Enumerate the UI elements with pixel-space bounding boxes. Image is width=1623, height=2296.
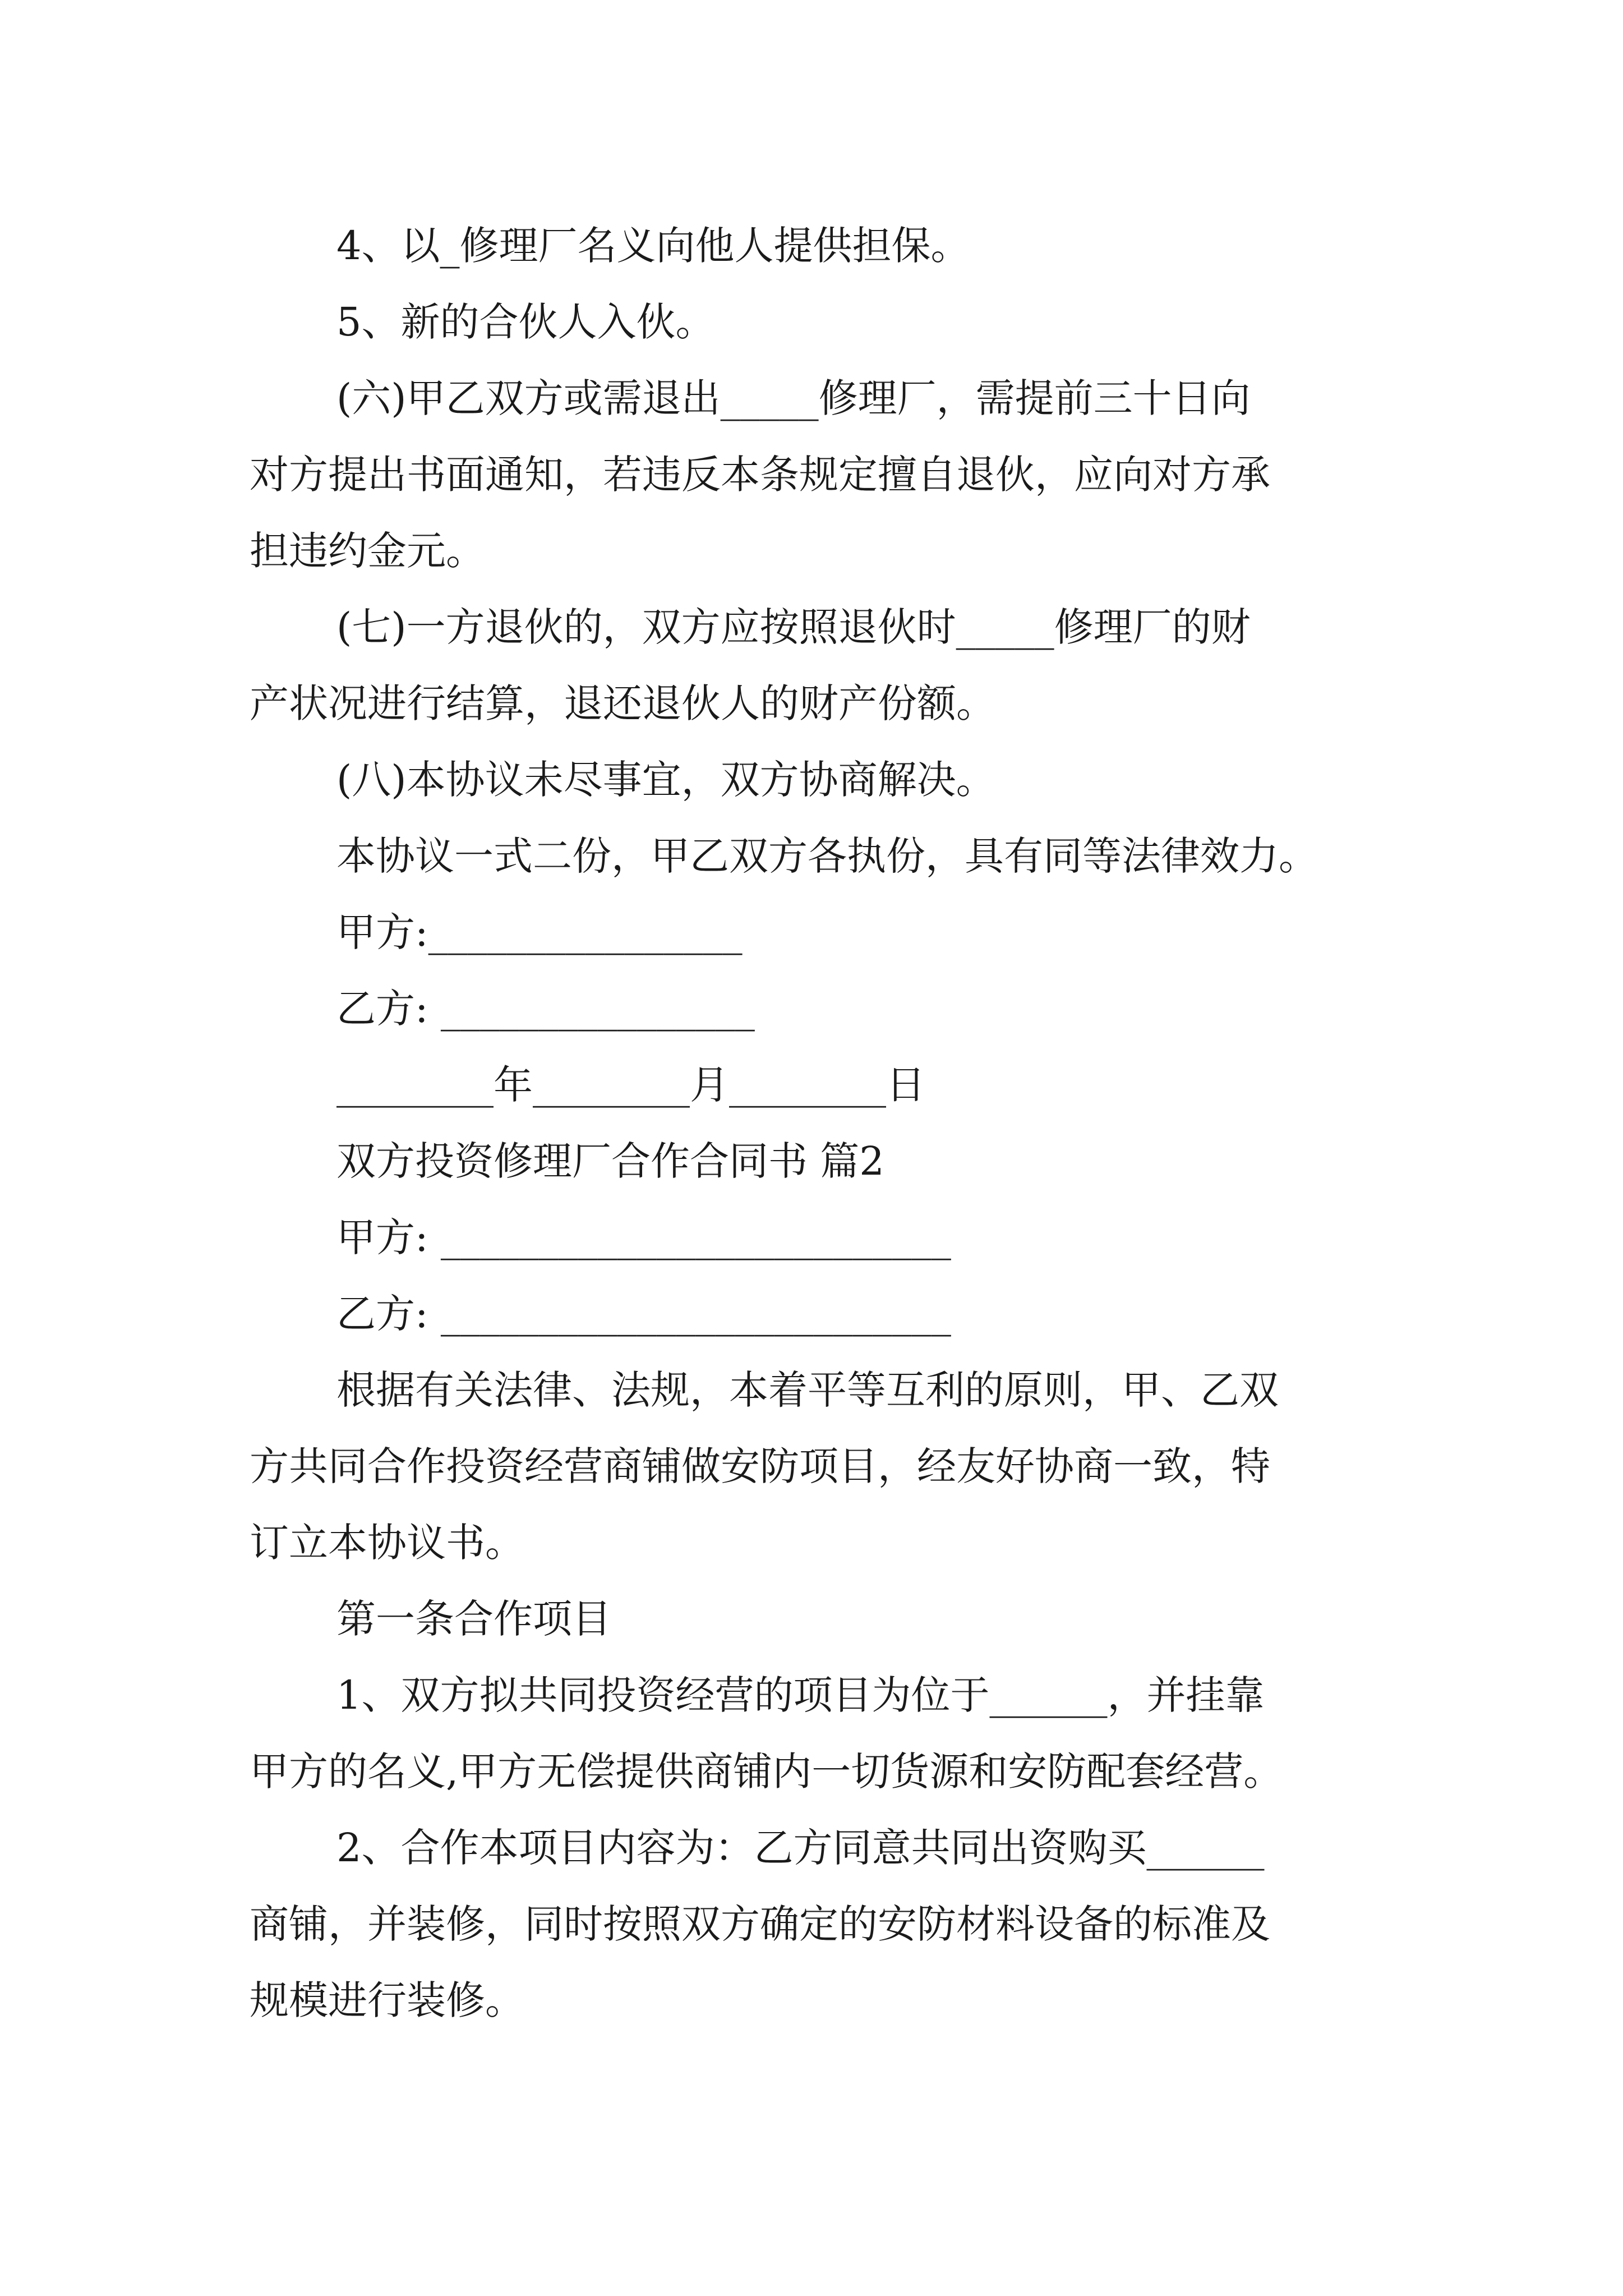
article-1-item-1-line-2: 甲方的名义,甲方无偿提供商铺内一切货源和安防配套经营。 bbox=[250, 1749, 1283, 1795]
clause-item-5: 5、新的合伙人入伙。 bbox=[336, 299, 715, 345]
article-1-item-1-line-1: 1、双方拟共同投资经营的项目为位于______，并挂靠 bbox=[336, 1672, 1265, 1718]
clause-6-line-3: 担违约金元。 bbox=[250, 528, 485, 574]
clause-8: (八)本协议未尽事宜，双方协商解决。 bbox=[336, 757, 995, 803]
date-line: ________年________月________日 bbox=[336, 1062, 925, 1108]
party-b-line: 乙方: __________________________ bbox=[336, 1291, 951, 1337]
clause-7-line-1: (七)一方退伙的，双方应按照退伙时_____修理厂的财 bbox=[336, 604, 1251, 650]
article-1-item-2-line-1: 2、合作本项目内容为：乙方同意共同出资购买______ bbox=[336, 1825, 1265, 1871]
article-1-item-2-line-3: 规模进行装修。 bbox=[250, 1977, 524, 2023]
preamble-line-1: 根据有关法律、法规，本着平等互利的原则，甲、乙双 bbox=[336, 1367, 1279, 1413]
preamble-line-2: 方共同合作投资经营商铺做安防项目，经友好协商一致，特 bbox=[250, 1443, 1270, 1489]
section-title: 双方投资修理厂合作合同书 篇2 bbox=[336, 1138, 884, 1184]
article-1-heading: 第一条合作项目 bbox=[336, 1596, 611, 1642]
clause-6-line-1: (六)甲乙双方或需退出_____修理厂，需提前三十日向 bbox=[336, 375, 1251, 421]
party-b-signature: 乙方: ________________ bbox=[336, 986, 755, 1032]
copies-statement: 本协议一式二份，甲乙双方各执份，具有同等法律效力。 bbox=[336, 833, 1318, 879]
party-a-line: 甲方: __________________________ bbox=[336, 1214, 951, 1260]
clause-item-4: 4、以_修理厂名义向他人提供担保。 bbox=[336, 223, 970, 269]
clause-7-line-2: 产状况进行结算，退还退伙人的财产份额。 bbox=[250, 680, 995, 726]
clause-6-line-2: 对方提出书面通知，若违反本条规定擅自退伙，应向对方承 bbox=[250, 452, 1270, 498]
preamble-line-3: 订立本协议书。 bbox=[250, 1520, 524, 1566]
party-a-signature: 甲方:________________ bbox=[336, 909, 743, 955]
article-1-item-2-line-2: 商铺，并装修，同时按照双方确定的安防材料设备的标准及 bbox=[250, 1901, 1270, 1947]
